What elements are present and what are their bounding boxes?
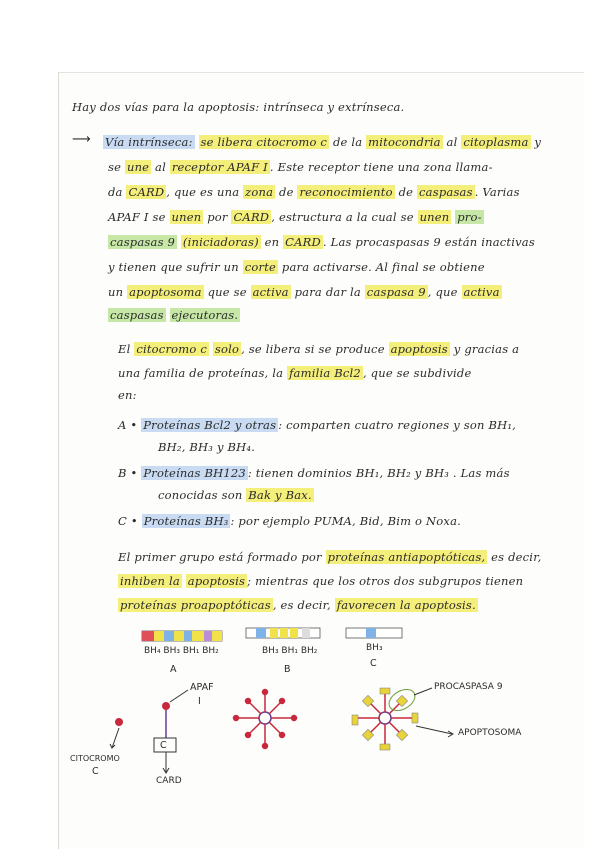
- protein-bar-b: [246, 628, 320, 638]
- citocromo-c-drawing: [110, 718, 123, 748]
- text-citocromo-c: citocromo c: [136, 342, 207, 356]
- text: en: [264, 235, 280, 249]
- text-reconocimiento: reconocimiento: [299, 185, 393, 199]
- item-a-marker: A •: [118, 418, 138, 432]
- text-favorecen: favorecen la apoptosis.: [336, 598, 476, 612]
- text: para activarse. Al final se obtiene: [281, 260, 485, 274]
- text: de: [398, 185, 414, 199]
- text: . Este receptor tiene una zona llama-: [269, 160, 493, 174]
- text: al: [155, 160, 166, 174]
- text: para dar la: [294, 285, 361, 299]
- text-corte: corte: [244, 260, 277, 274]
- text-une: une: [126, 160, 150, 174]
- text-caspasas: caspasas: [110, 308, 164, 322]
- text-familia-bcl2: familia Bcl2: [289, 366, 361, 380]
- text: , que: [427, 285, 458, 299]
- text-apoptosis: apoptosis: [390, 342, 448, 356]
- citocromo-label: CITOCROMO: [70, 754, 120, 763]
- text-solo: solo: [214, 342, 240, 356]
- text-unen: unen: [171, 210, 202, 224]
- text: al: [446, 135, 458, 149]
- apoptosome-drawing: [352, 685, 453, 750]
- text-citoplasma: citoplasma: [463, 135, 529, 149]
- protein-bar-a: [142, 631, 222, 641]
- text: conocidas son: [158, 488, 243, 502]
- text-card: CARD: [233, 210, 270, 224]
- card-label: CARD: [156, 776, 182, 786]
- text: APAF I se: [108, 210, 166, 224]
- text-proapoptoticas: proteínas proapoptóticas: [120, 598, 271, 612]
- text: El primer grupo está formado por: [118, 550, 322, 564]
- bar-a-labels: BH₄ BH₃ BH₁ BH₂: [144, 646, 219, 656]
- protein-bar-c: [346, 628, 402, 638]
- text-via-intrinseca: Vía intrínseca:: [105, 135, 193, 149]
- apoptosoma-label: APOPTOSOMA: [458, 728, 522, 738]
- bar-a-letter: A: [170, 664, 177, 675]
- text: , que se subdivide: [362, 366, 472, 380]
- apaf-label: APAF: [190, 682, 214, 693]
- apaf-complex-drawing: [234, 690, 297, 749]
- text: y tienen que sufrir un: [108, 260, 239, 274]
- text: , se libera si se produce: [241, 342, 385, 356]
- text: de la: [332, 135, 363, 149]
- text: por: [207, 210, 228, 224]
- text-apoptosis: apoptosis: [187, 574, 246, 588]
- bar-c-letter: C: [370, 658, 377, 669]
- text: de: [279, 185, 294, 199]
- text: un: [108, 285, 124, 299]
- text-caspasas-9: caspasas 9: [110, 235, 176, 249]
- c-box-label: C: [160, 740, 167, 751]
- text-card: CARD: [285, 235, 321, 249]
- text: : por ejemplo PUMA, Bid, Bim o Noxa.: [230, 514, 462, 528]
- text-activa: activa: [463, 285, 500, 299]
- text-libera-citocromo: se libera citocromo c: [200, 135, 328, 149]
- text: es decir,: [491, 550, 542, 564]
- text-bak-bax: Bak y Bax.: [248, 488, 312, 502]
- text-proteinas-bh3: Proteínas BH₃: [143, 514, 229, 528]
- item-c-marker: C •: [118, 514, 138, 528]
- text-caspasa-9: caspasa 9: [366, 285, 426, 299]
- text: BH₂, BH₃ y BH₄.: [158, 440, 256, 454]
- text: , es decir,: [272, 598, 331, 612]
- text: . Varias: [474, 185, 520, 199]
- text: da: [108, 185, 123, 199]
- text-proteinas-bh123: Proteínas BH123: [143, 466, 246, 480]
- text-caspasas: caspasas: [419, 185, 473, 199]
- text: , que es una: [166, 185, 240, 199]
- text: ; mientras que los otros dos subgrupos tienen: [247, 574, 524, 588]
- text-mitocondria: mitocondria: [368, 135, 441, 149]
- text-proteinas-bcl2: Proteínas Bcl2 y otras: [143, 418, 277, 432]
- item-b-marker: B •: [118, 466, 138, 480]
- bar-b-letter: B: [284, 664, 291, 675]
- bullet-arrow-icon: ⟶: [72, 132, 91, 147]
- citocromo-c-label: C: [92, 766, 99, 777]
- text-iniciadoras: (iniciadoras): [182, 235, 259, 249]
- text: una familia de proteínas, la: [118, 366, 284, 380]
- text-activa: activa: [252, 285, 289, 299]
- bar-b-labels: BH₃ BH₁ BH₂: [262, 646, 318, 656]
- text-zona: zona: [245, 185, 274, 199]
- text-antiapoptoticas: proteínas antiapoptóticas,: [327, 550, 486, 564]
- text: se: [108, 160, 122, 174]
- text-unen: unen: [419, 210, 450, 224]
- text: que se: [207, 285, 247, 299]
- text: El: [118, 342, 131, 356]
- text-ejecutoras: ejecutoras.: [171, 308, 239, 322]
- text-apoptosoma: apoptosoma: [129, 285, 202, 299]
- text-receptor-apaf: receptor APAF I: [171, 160, 268, 174]
- text: en:: [118, 388, 137, 402]
- apaf-receptor-drawing: [154, 690, 188, 773]
- text: , estructura a la cual se: [271, 210, 414, 224]
- text-pro: pro-: [457, 210, 482, 224]
- text-inhiben: inhiben la: [120, 574, 180, 588]
- text: y: [534, 135, 542, 149]
- intro-text: Hay dos vías para la apoptosis: intrínseca y extrínseca.: [72, 100, 405, 114]
- text: y gracias a: [453, 342, 520, 356]
- bar-c-labels: BH₃: [366, 643, 383, 653]
- text: : comparten cuatro regiones y son BH₁,: [278, 418, 517, 432]
- apaf-label-numeral: I: [198, 696, 201, 707]
- text: . Las procaspasas 9 están inactivas: [322, 235, 535, 249]
- text: : tienen dominios BH₁, BH₂ y BH₃ . Las más: [247, 466, 510, 480]
- text-card: CARD: [128, 185, 165, 199]
- procaspasa-label: PROCASPASA 9: [434, 682, 503, 692]
